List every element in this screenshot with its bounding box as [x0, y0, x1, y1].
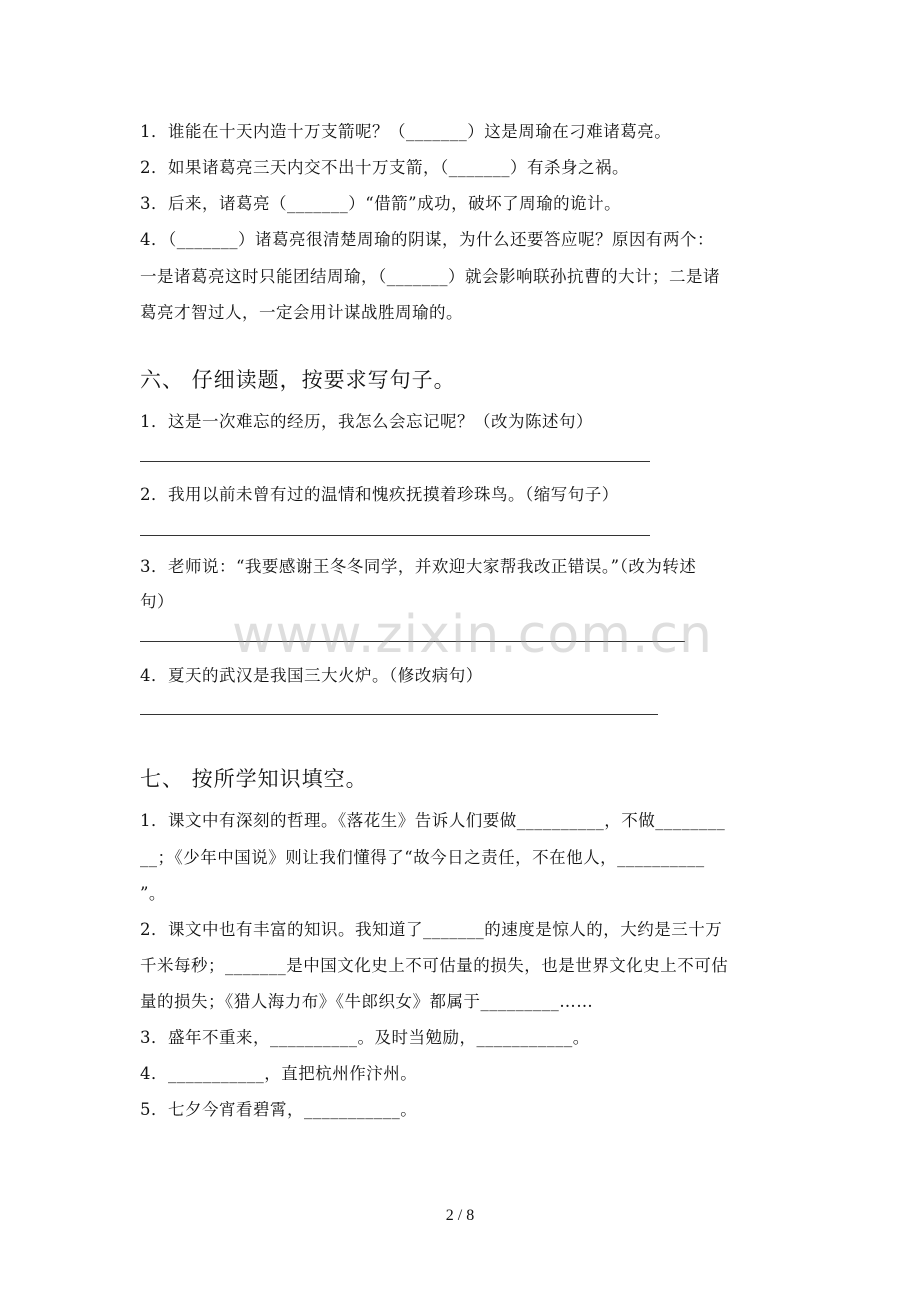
section5-line-2: 2．如果诸葛亮三天内交不出十万支箭，（_______）有杀身之祸。 — [140, 158, 629, 177]
section5-line-5: 一是诸葛亮这时只能团结周瑜，（_______）就会影响联孙抗曹的大计；二是诸 — [140, 267, 720, 286]
section5-line-6: 葛亮才智过人，一定会用计谋战胜周瑜的。 — [140, 303, 463, 322]
section6-question-4: 4．夏天的武汉是我国三大火炉。（修改病句） — [140, 666, 483, 685]
answer-line-2 — [140, 535, 650, 536]
section6-question-2: 2．我用以前未曾有过的温情和愧疚抚摸着珍珠鸟。（缩写句子） — [140, 485, 619, 504]
section7-line-3: ”。 — [140, 884, 166, 903]
section7-heading: 七、 按所学知识填空。 — [140, 767, 368, 791]
section6-question-3a: 3．老师说：“我要感谢王冬冬同学，并欢迎大家帮我改正错误。”（改为转述 — [140, 557, 697, 576]
section7-line-7: 3．盛年不重来，__________。及时当勉励，___________。 — [140, 1028, 590, 1047]
section6-question-1: 1．这是一次难忘的经历，我怎么会忘记呢？（改为陈述句） — [140, 412, 593, 431]
answer-line-1 — [140, 461, 650, 462]
section5-line-1: 1．谁能在十天内造十万支箭呢？（_______）这是周瑜在刁难诸葛亮。 — [140, 122, 672, 141]
answer-line-4 — [140, 714, 658, 715]
section7-line-9: 5．七夕今宵看碧霄，___________。 — [140, 1100, 418, 1119]
section6-question-3b: 句） — [140, 592, 174, 611]
section5-line-3: 3．后来，诸葛亮（_______）“借箭”成功，破坏了周瑜的诡计。 — [140, 194, 622, 213]
section7-line-4: 2．课文中也有丰富的知识。我知道了_______的速度是惊人的，大约是三十万 — [140, 920, 723, 939]
section6-heading: 六、 仔细读题，按要求写句子。 — [140, 368, 456, 392]
watermark: www.zixin.com.cn — [232, 605, 713, 665]
section7-line-5: 千米每秒；_______是中国文化史上不可估量的损失，也是世界文化史上不可估 — [140, 956, 729, 975]
section7-line-1: 1．课文中有深刻的哲理。《落花生》告诉人们要做__________，不做________ — [140, 811, 726, 830]
section7-line-2: __；《少年中国说》则让我们懂得了“故今日之责任，不在他人，__________ — [140, 848, 705, 867]
section5-line-4: 4．（_______）诸葛亮很清楚周瑜的阴谋，为什么还要答应呢？原因有两个： — [140, 230, 714, 249]
section7-line-6: 量的损失；《猎人海力布》《牛郎织女》都属于_________…… — [140, 992, 594, 1011]
section7-line-8: 4．___________，直把杭州作汴州。 — [140, 1064, 418, 1083]
page-number: 2 / 8 — [445, 1207, 475, 1224]
